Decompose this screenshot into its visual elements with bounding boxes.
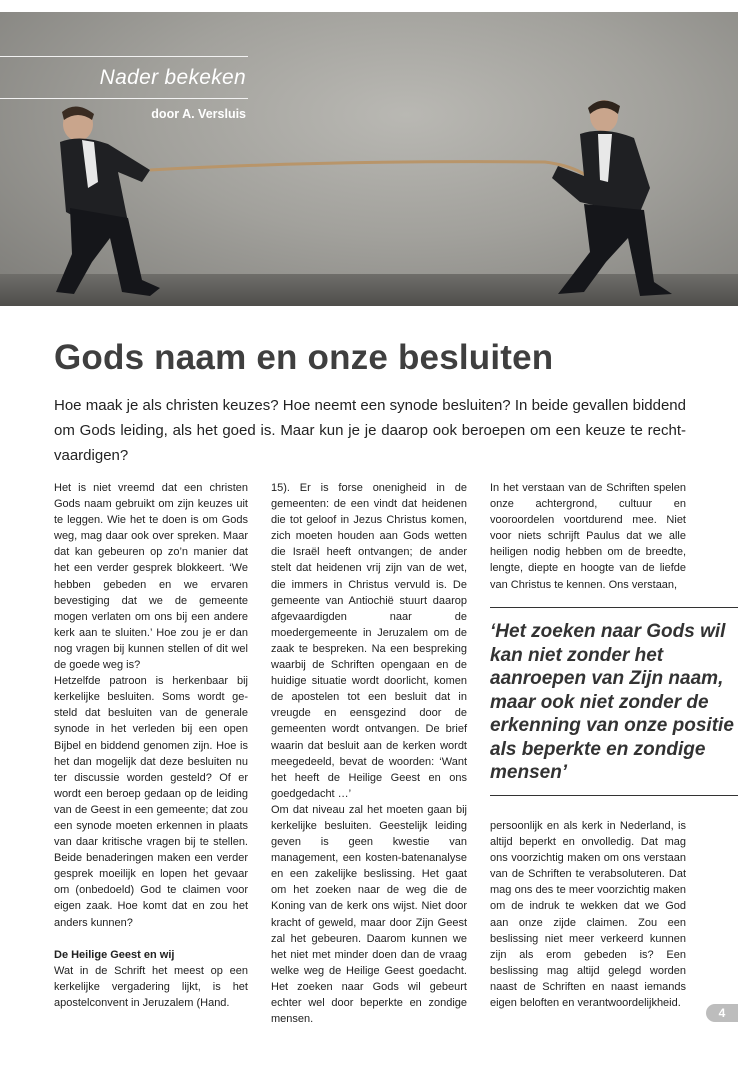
series-header xyxy=(0,56,248,121)
pull-quote xyxy=(490,607,738,796)
left-businessman xyxy=(56,106,160,296)
header-photo xyxy=(0,12,738,306)
series-title: Nader bekeken xyxy=(99,66,246,89)
subheading: De Heilige Geest en wij xyxy=(54,948,175,961)
column-3-top xyxy=(490,480,686,593)
page-number: 4 xyxy=(706,1004,738,1022)
paragraph: In het verstaan van de Schriften spelen onze achtergrond, cultuur en vooroordelen voortdurend mee. Niet voor niets schrijft Paulus dat we alle heiligen nodig hebben om de breedte, lengte, diepte en hoogte van de liefde van Christus te kennen. Ons verstaan, xyxy=(490,482,686,591)
author-byline: door A. Versluis xyxy=(151,107,246,121)
paragraph: Hetzelfde patroon is herkenbaar bij kerkelijke besluiten. Soms wordt ge-steld dat besluiten van de generale synode in het verleden bij een open Bijbel en biddend genomen zijn. Hoe is het dan mogelijk dat deze besluiten nu ter discussie worden gesteld? Of er wordt een beroep gedaan op de leiding van de Geest in een gemeente; dat zou een synode moeten erkennen in plaats van daar kritische vragen bij te stellen. Beide benaderingen maken een verder gesprek moeilijk en lopen het gevaar om (onbedoeld) God te claimen voor eigen zaak. Hoe komt dat en zou het anders kunnen? xyxy=(54,675,248,929)
column-2 xyxy=(271,480,467,1027)
paragraph: Het is niet vreemd dat een christen Gods naam gebruikt om zijn keuzes uit te leggen. Wie het te doen is om Gods weg, mag daar ook over spreken. Maar dat kan gebeuren op zo’n manier dat het een verder gesprek blokkeert. ‘We hebben gebeden en we ervaren bevestiging dat we de gemeente mogen verlaten om ons bij een andere kerk aan te sluiten.’ Hoe zou je er dan nog vragen bij kunnen stellen of dit wel de goede weg is? xyxy=(54,482,248,672)
article-title: Gods naam en onze besluiten xyxy=(54,338,554,377)
paragraph: Wat in de Schrift het meest op een kerkelijke vergadering lijkt, is het apostelconvent in Jeruzalem (Hand. xyxy=(54,964,248,1009)
paragraph: Om dat niveau zal het moeten gaan bij kerkelijke besluiten. Geestelijk leiding geven is geen kwestie van management, een kosten-batenanalyse en een zakelijke beslissing. Het gaat om het zoeken naar de weg die de Koning van de kerk ons wijst. Niet door kracht of geweld, maar door Zijn Geest zal het gebeuren. Daarom kunnen we het niet met minder doen dan de vraag welke weg de Heilige Geest goedacht. Het zoeken naar Gods wil gebeurt echter wel door beperkte en zondige mensen. xyxy=(271,803,467,1026)
column-1 xyxy=(54,480,248,1011)
paragraph: 15). Er is forse onenigheid in de gemeenten: de een vindt dat heidenen die tot geloof in Jezus Christus komen, zich moeten houden aan Gods wetten die Israël heeft ontvangen; de ander stelt dat heidenen vrij zijn van de wet, die immers in Christus vervuld is. De gemeente van Antiochië stuurt daarop afgevaardigden naar de moedergemeente in Jeruzalem om de zaak te bespreken. Na een bespreking waarbij de Schriften opengaan en de huidige situatie wordt doorlicht, komen de apostelen tot een besluit dat in vreugde en eensgezind door de gemeenten wordt ontvangen. De brief waarin dat besluit aan de kerken wordt meegedeeld, bevat de woorden: ‘Want het heeft de Heilige Geest en ons goedgedacht …’ xyxy=(271,482,467,800)
rope xyxy=(150,162,606,254)
paragraph: persoonlijk en als kerk in Nederland, is altijd beperkt en onvolledig. Dat mag ons voorzichtig maken om ons verstaan van de Schriften te verabsoluteren. Dat mag ons des te meer voorzichtig maken om de indruk te wekken dat we God aan onze zijde claimen. Zou een beslissing niet meer verkeerd kunnen zijn als erom gebeden is? Een beslissing mag altijd gelegd worden naast de Schriften en naast iemands eigen beloften en verantwoordelijkheid. xyxy=(490,820,686,1010)
article-lead: Hoe maak je als christen keuzes? Hoe neemt een synode besluiten? In beide gevallen biddend om Gods leiding, als het goed is. Maar kun je je daarop ook beroepen om een keuze te recht-vaardigen? xyxy=(54,397,686,464)
column-3-bottom xyxy=(490,818,686,1011)
pull-quote-text: ‘Het zoeken naar Gods wil kan niet zonder het aanroepen van Zijn naam, maar ook niet zonder de erkenning van onze positie als beperkte en zondige mensen’ xyxy=(490,621,734,783)
right-businessman xyxy=(552,100,672,296)
